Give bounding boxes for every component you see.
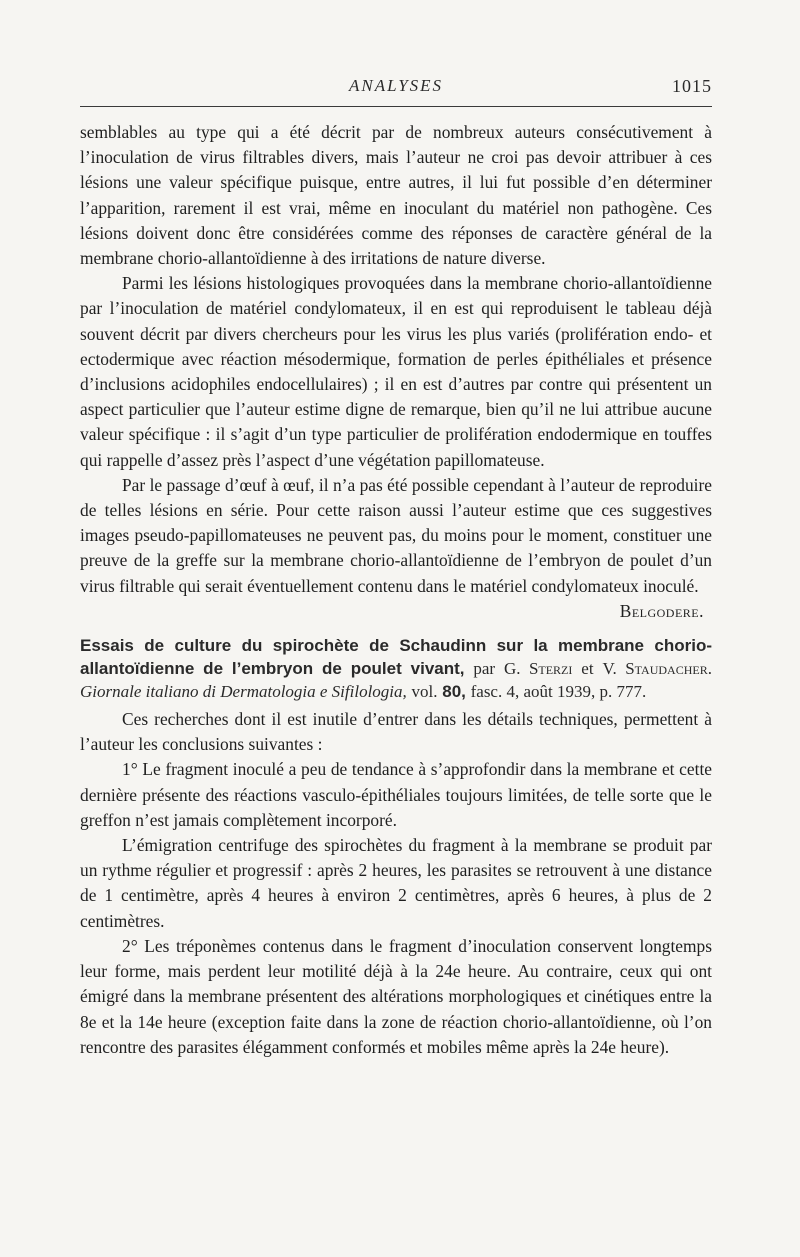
paragraph-2: Parmi les lésions histologiques provoquées dans la membrane chorio-allantoïdienne par l’inoculation de matériel condylomateux, il en est qui reproduisent le tableau déjà souvent décrit par divers chercheurs pour les virus les plus variés (prolifération endo- et ectodermique avec réaction mésodermique, formation de perles épithéliales et présence d’inclusions acidophiles endocellulaires) ; il en est d’autres par contre qui présentent un aspect particulier que l’auteur estime digne de remarque, bien qu’il ne lui attribue aucune valeur spécifique : il s’agit d’un type particulier de prolifération endodermique en touffes qui rappelle d’assez près l’aspect d’une végétation papillomateuse. xyxy=(80,273,712,470)
paragraph-7: 2° Les tréponèmes contenus dans le fragment d’inoculation conservent longtemps leur forme, mais perdent leur motilité déjà à la 24e heure. Au contraire, ceux qui ont émigré dans la membrane présentent des altérations morphologiques et cinétiques entre la 8e et la 14e heure (exception faite dans la zone de réaction chorio-allantoïdienne, où l’on rencontre des parasites élégamment conformés et mobiles même après la 24e heure). xyxy=(80,935,712,1057)
paragraph-3: Par le passage d’œuf à œuf, il n’a pas été possible cependant à l’auteur de reproduire de telles lésions en série. Pour cette raison aussi l’auteur estime que ces suggestives images pseudo-papillomateuses ne peuvent pas, du moins pour le moment, constituer une preuve de la greffe sur la membrane chorio-allantoïdienne de l’embryon de poulet d’un virus filtrable qui serait éventuellement contenu dans le matériel condylomateux inoculé. xyxy=(80,474,712,596)
body-text xyxy=(80,120,712,1060)
reviewer-signature: Belgodere. xyxy=(619,600,704,621)
signature-line xyxy=(80,599,712,624)
journal-name: Giornale italiano di Dermatologia e Sifilologia, xyxy=(80,682,407,702)
article-title: Essais de culture du spirochète de Schaudinn sur la membrane chorio-allantoïdienne de l’embryon de poulet vivant, xyxy=(80,636,712,679)
paragraph-5: 1° Le fragment inoculé a peu de tendance à s’approfondir dans la membrane et cette dernière présente des réactions vasculo-épithéliales toujours limitées, de telle sorte que le greffon n’est jamais complètement incorporé. xyxy=(80,759,712,830)
page-number: 1015 xyxy=(672,76,712,96)
paragraph-6: L’émigration centrifuge des spirochètes du fragment à la membrane se produit par un rythme régulier et progressif : après 2 heures, les parasites se retrouvent à une distance de 1 centimètre, après 4 heures à environ 2 centimètres, après 6 heures, à plus de 2 centimètres. xyxy=(80,835,712,931)
and-word: et xyxy=(581,659,594,679)
running-title: ANALYSES xyxy=(348,76,444,95)
paragraph-4: Ces recherches dont il est inutile d’entrer dans les détails techniques, permettent à l’auteur les conclusions suivantes : xyxy=(80,709,712,755)
by-word: par xyxy=(473,659,496,679)
issue-info: fasc. 4, août 1939, p. 777. xyxy=(470,682,647,702)
article-reference xyxy=(80,634,712,703)
volume-number: 80, xyxy=(442,682,466,702)
volume-label: vol. xyxy=(411,682,438,702)
paragraph-1: semblables au type qui a été décrit par de nombreux auteurs consécutivement à l’inoculation de virus filtrables divers, mais l’auteur ne croi pas devoir attribuer à ces lésions une valeur spécifique puisque, entre autres, il lui fut possible d’en déterminer l’apparition, rarement il est vrai, même en inoculant du matériel non pathogène. Ces lésions doivent donc être considérées comme des réponses de caractère général de la membrane chorio-allantoïdienne à des irritations de nature diverse. xyxy=(80,122,712,269)
page-header xyxy=(80,76,712,104)
author-2: V. Staudacher. xyxy=(602,659,712,679)
author-1: G. Sterzi xyxy=(504,659,573,679)
header-rule xyxy=(80,106,712,107)
